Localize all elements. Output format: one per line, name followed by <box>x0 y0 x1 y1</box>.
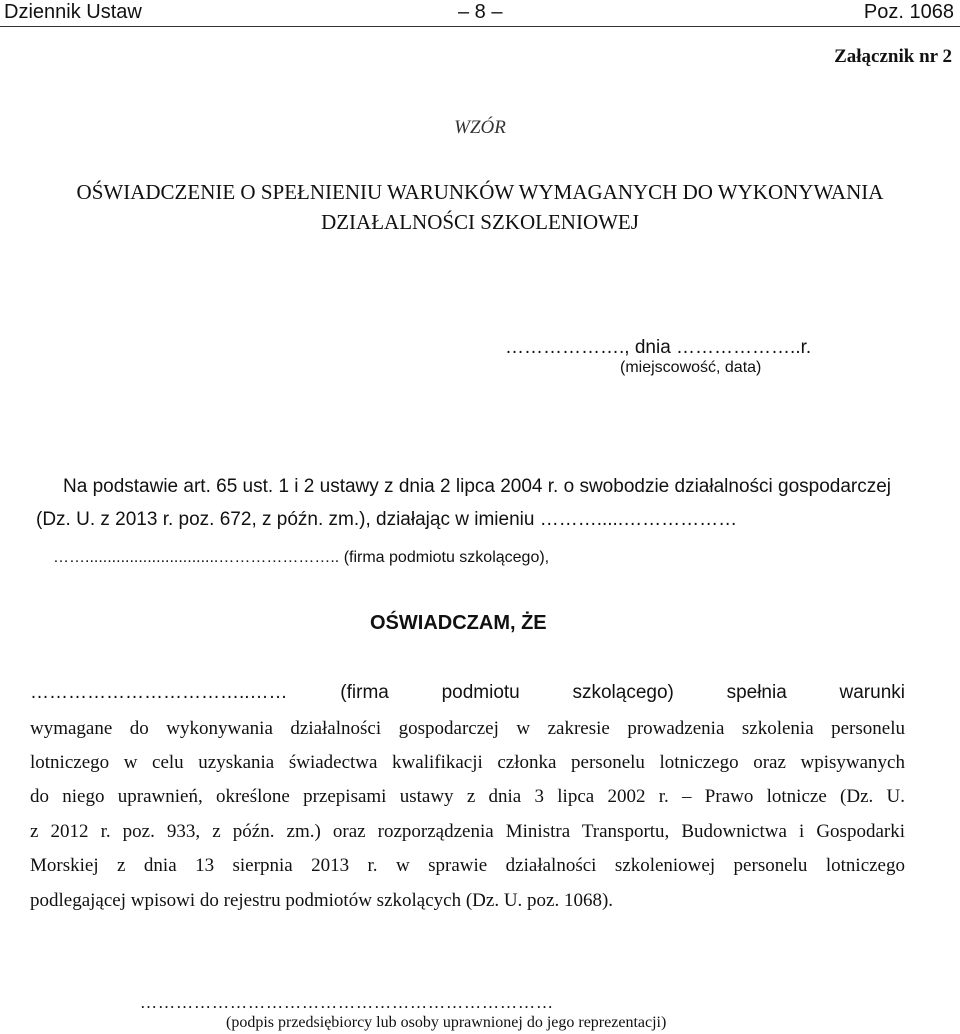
body-line-6: Morskiej z dnia 13 sierpnia 2013 r. w sprawie działalności szkoleniowej personelu lotniczego <box>30 855 905 876</box>
document-title-line-1: OŚWIADCZENIE O SPEŁNIENIU WARUNKÓW WYMAGANYCH DO WYKONYWANIA <box>76 180 884 204</box>
journal-name: Dziennik Ustaw <box>4 1 142 23</box>
intro-line-3: ……..............................………………….. (firma podmiotu szkolącego), <box>53 549 550 566</box>
body-line-3: lotniczego w celu uzyskania świadectwa kwalifikacji członka personelu lotniczego oraz wpisywanych <box>30 752 905 773</box>
body-line-1: ……………………………..…… (firma podmiotu szkolącego) spełnia warunki <box>30 682 905 703</box>
page-number: – 8 – <box>458 1 503 23</box>
document-title-line-2: DZIAŁALNOŚCI SZKOLENIOWEJ <box>321 210 639 234</box>
signature-caption: (podpis przedsiębiorcy lub osoby uprawnionej do jego reprezentacji) <box>226 1014 667 1031</box>
place-date-caption: (miejscowość, data) <box>620 359 762 376</box>
header-divider <box>0 26 960 27</box>
intro-line-2: (Dz. U. z 2013 r. poz. 672, z późn. zm.), działając w imieniu ……….....……………… <box>36 509 738 530</box>
place-date-line: ………………., dnia ………………..r. <box>505 337 812 358</box>
body-line-5: z 2012 r. poz. 933, z późn. zm.) oraz rozporządzenia Ministra Transportu, Budownictwa i Gospodarki <box>30 821 905 842</box>
annex-label: Załącznik nr 2 <box>834 46 952 67</box>
intro-line-1: Na podstawie art. 65 ust. 1 i 2 ustawy z dnia 2 lipca 2004 r. o swobodzie działalności gospodarczej <box>63 476 892 497</box>
body-line-7: podlegającej wpisowi do rejestru podmiotów szkolących (Dz. U. poz. 1068). <box>30 890 614 911</box>
declaration-heading: OŚWIADCZAM, ŻE <box>370 612 547 634</box>
body-line-2: wymagane do wykonywania działalności gospodarczej w zakresie prowadzenia szkolenia personelu <box>30 718 905 739</box>
template-label: WZÓR <box>454 117 506 138</box>
signature-line: …………………………………………………………… <box>140 993 554 1012</box>
position-number: Poz. 1068 <box>863 1 954 23</box>
body-line-4: do niego uprawnień, określone przepisami ustawy z dnia 3 lipca 2002 r. – Prawo lotnicze (Dz. U. <box>30 786 905 807</box>
